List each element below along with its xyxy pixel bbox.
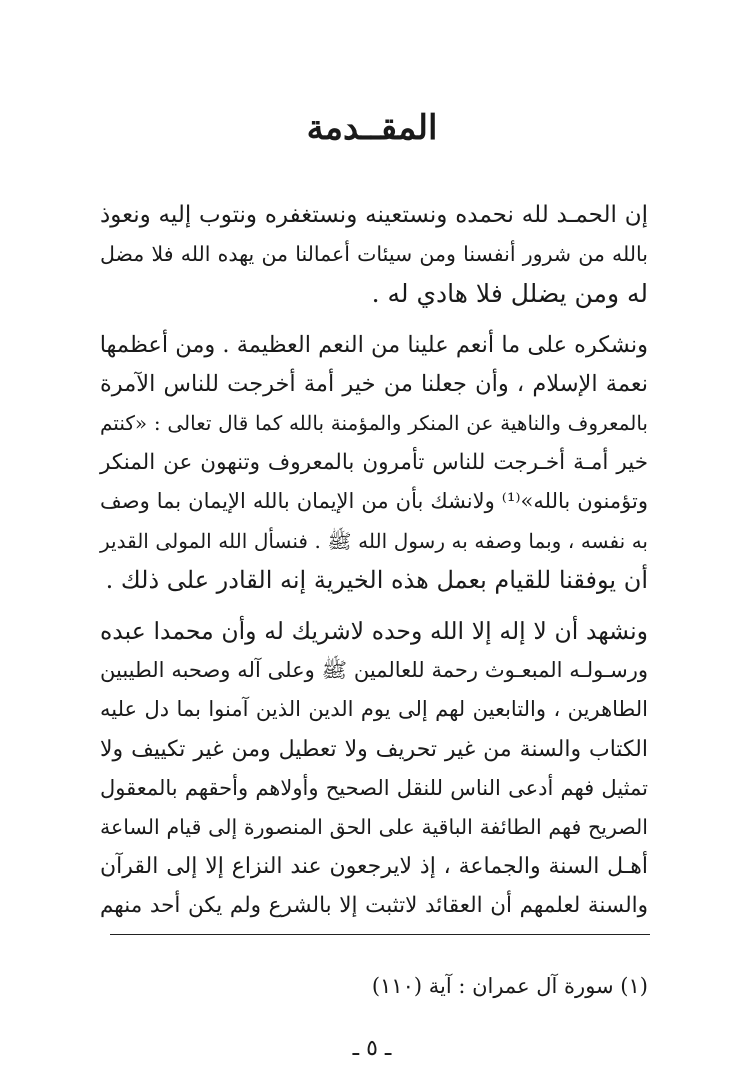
footnote-separator	[110, 934, 650, 935]
footnote: (١) سورة آل عمران : آية (١١٠)	[371, 974, 648, 998]
body-text	[100, 196, 648, 938]
text-line: إن الحمـد لله نحمده ونستعينه ونستغفره ونتوب إليه ونعوذ	[100, 202, 648, 228]
text-line: الكتاب والسنة من غير تحريف ولا تعطيل ومن غير تكييف ولا	[100, 736, 648, 762]
text-line: الطاهرين ، والتابعين لهم إلى يوم الدين الذين آمنوا بما دل عليه	[100, 697, 648, 722]
text-line: بالمعروف والناهية عن المنكر والمؤمنة بالله كما قال تعالى : «كنتم	[100, 411, 648, 436]
paragraph-testimony	[100, 612, 648, 926]
text-line: وتؤمنون بالله»⁽¹⁾ ولانشك بأن من الإيمان بالله الإيمان بما وصف	[100, 489, 648, 514]
text-line: خير أمـة أخـرجت للناس تأمرون بالمعروف وتنهون عن المنكر	[100, 450, 648, 476]
text-line: نعمة الإسلام ، وأن جعلنا من خير أمة أخرجت للناس الآمرة	[100, 370, 648, 397]
text-line: ونشهد أن لا إله إلا الله وحده لاشريك له وأن محمدا عبده	[100, 617, 648, 646]
text-line: ونشكره على ما أنعم علينا من النعم العظيمة . ومن أعظمها	[99, 331, 648, 358]
paragraph-thanks	[100, 326, 648, 600]
text-line: الصريح فهم الطائفة الباقية على الحق المنصورة إلى قيام الساعة	[100, 815, 648, 840]
paragraph-praise	[100, 196, 648, 314]
text-line: به نفسه ، وبما وصفه به رسول الله ﷺ . فنسأل الله المولى القدير	[100, 528, 648, 553]
page-title: المقــدمة	[306, 108, 438, 148]
page-number: ـ ٥ ـ	[352, 1036, 392, 1061]
text-line: أهـل السنة والجماعة ، إذ لايرجعون عند النزاع إلا إلى القرآن	[100, 854, 648, 880]
text-line: أن يوفقنا للقيام بعمل هذه الخيرية إنه القادر على ذلك .	[105, 565, 648, 594]
text-line: ورسـولـه المبعـوث رحمة للعالمين ﷺ وعلى آله وصحبه الطيبين	[100, 658, 648, 683]
text-line: تمثيل فهم أدعى الناس للنقل الصحيح وأولاهم وأحقهم بالمعقول	[100, 775, 648, 800]
text-line: بالله من شرور أنفسنا ومن سيئات أعمالنا من يهده الله فلا مضل	[100, 242, 648, 267]
text-line: والسنة لعلمهم أن العقائد لاتثبت إلا بالشرع ولم يكن أحد منهم	[100, 893, 648, 919]
text-line: له ومن يضلل فلا هادي له .	[371, 279, 648, 309]
